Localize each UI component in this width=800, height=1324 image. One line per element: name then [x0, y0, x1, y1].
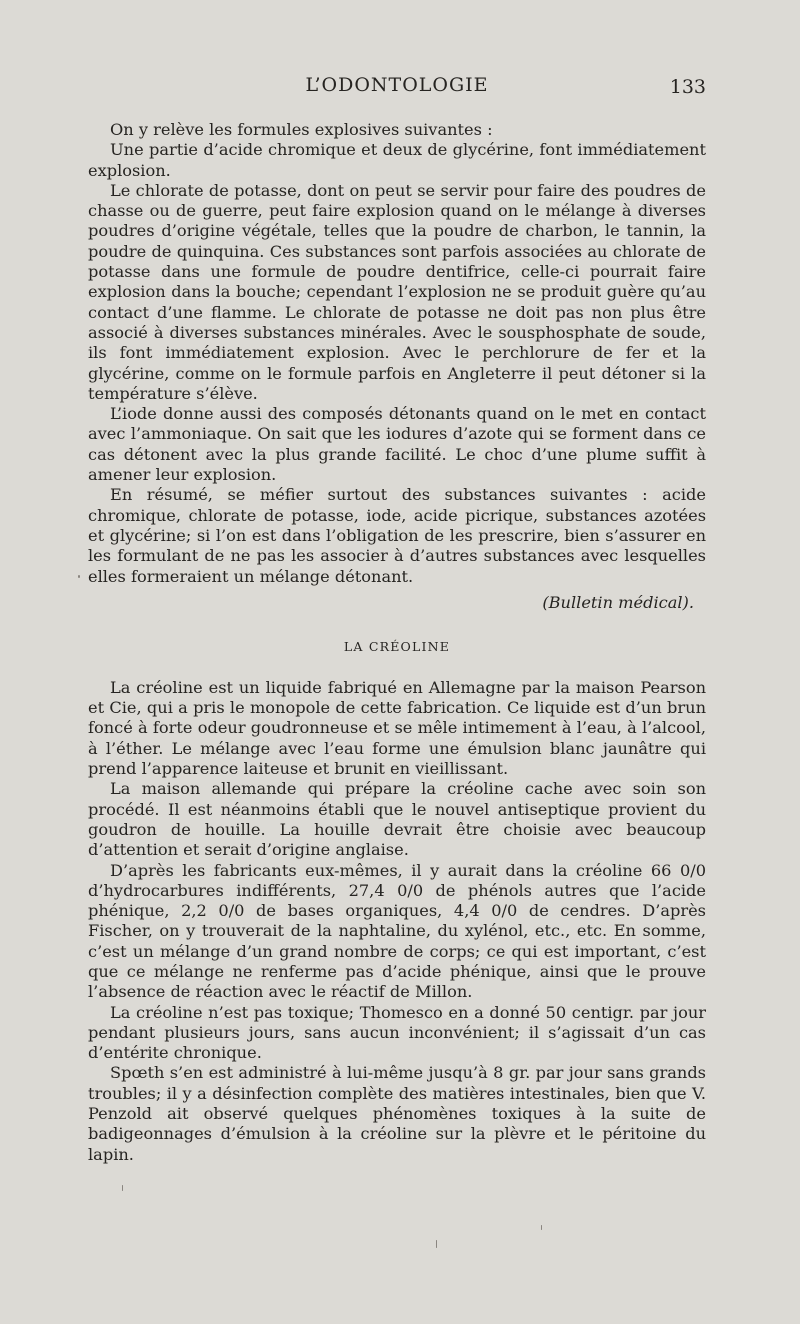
- paragraph: Une partie d’acide chromique et deux de glycérine, font immédiatement explosion.: [88, 140, 706, 180]
- paper-speck: [78, 575, 80, 578]
- page-number: 133: [669, 76, 706, 98]
- paper-speck: [122, 1185, 123, 1191]
- paragraph: L’iode donne aussi des composés détonants quand on le met en contact avec l’ammoniaque. On sait que les iodures d’azote qui se forment dans ce cas détonent avec la plus grande facilité. Le choc d’une plume suffit à amener leur explosion.: [88, 404, 706, 485]
- paragraph: On y relève les formules explosives suivantes :: [110, 120, 493, 139]
- paper-speck: [436, 1240, 437, 1248]
- paragraph: Spœth s’en est administré à lui-même jusqu’à 8 gr. par jour sans grands troubles; il y a désinfection complète des matières intestinales, bien que V. Penzold ait observé quelques phénomènes toxiques à la suite de badigeonnages d’émulsion à la créoline sur la plèvre et le péritoine du lapin.: [88, 1063, 706, 1164]
- paragraph: La créoline est un liquide fabriqué en Allemagne par la maison Pearson et Cie, qui a pris le monopole de cette fabrication. Ce liquide est d’un brun foncé à forte odeur goudronneuse et se mêle intimement à l’eau, à l’alcool, à l’éther. Le mélange avec l’eau forme une émulsion blanc jaunâtre qui prend l’apparence laiteuse et brunit en vieillissant.: [88, 677, 706, 779]
- article-creoline: [88, 639, 706, 1165]
- paragraph: D’après les fabricants eux-mêmes, il y aurait dans la créoline 66 0/0 d’hydrocarbures indifférents, 27,4 0/0 de phénols autres que l’acide phénique, 2,2 0/0 de bases organiques, 4,4 0/0 de cendres. D’après Fischer, on y trouverait de la naphtaline, du xylénol, etc., etc. En somme, c’est un mélange d’un grand nombre de corps; ce qui est important, c’est que ce mélange ne renferme pas d’acide phénique, ainsi que le prouve l’absence de réaction avec le réactif de Millon.: [88, 860, 706, 1002]
- section-title: LA CRÉOLINE: [343, 638, 451, 654]
- paragraph: La maison allemande qui prépare la créoline cache avec soin son procédé. Il est néanmoins établi que le nouvel antiseptique provient du goudron de houille. La houille devrait être choisie avec beaucoup d’attention et serait d’origine anglaise.: [88, 779, 706, 860]
- paragraph: Le chlorate de potasse, dont on peut se servir pour faire des poudres de chasse ou de guerre, peut faire explosion quand on le mélange à diverses poudres d’origine végétale, telles que la poudre de charbon, le tannin, la poudre de quinquina. Ces substances sont parfois associées au chlorate de potasse dans une formule de poudre dentifrice, celle-ci pourrait faire explosion dans la bouche; cependant l’explosion ne se produit guère qu’au contact d’une flamme. Le chlorate de potasse ne doit pas non plus être associé à diverses substances minérales. Avec le sousphosphate de soude, ils font immédiatement explosion. Avec le perchlorure de fer et la glycérine, comme on le formule parfois en Angleterre il peut détoner si la température s’élève.: [88, 180, 706, 403]
- article-explosive-formulas: [88, 120, 706, 613]
- paragraph: La créoline n’est pas toxique; Thomesco en a donné 50 centigr. par jour pendant plusieurs jours, sans aucun inconvénient; il s’agissait d’un cas d’entérite chronique.: [88, 1002, 706, 1063]
- source-citation: (Bulletin médical).: [542, 592, 694, 612]
- running-title: L’ODONTOLOGIE: [305, 74, 489, 96]
- paragraph: En résumé, se méfier surtout des substances suivantes : acide chromique, chlorate de potasse, iode, acide picrique, substances azotées et glycérine; si l’on est dans l’obligation de les prescrire, bien s’assurer en les formulant de ne pas les associer à d’autres substances avec lesquelles elles formeraient un mélange détonant.: [88, 485, 706, 586]
- page-body: [88, 120, 706, 1165]
- running-header: [88, 74, 706, 104]
- paper-speck: [541, 1225, 542, 1230]
